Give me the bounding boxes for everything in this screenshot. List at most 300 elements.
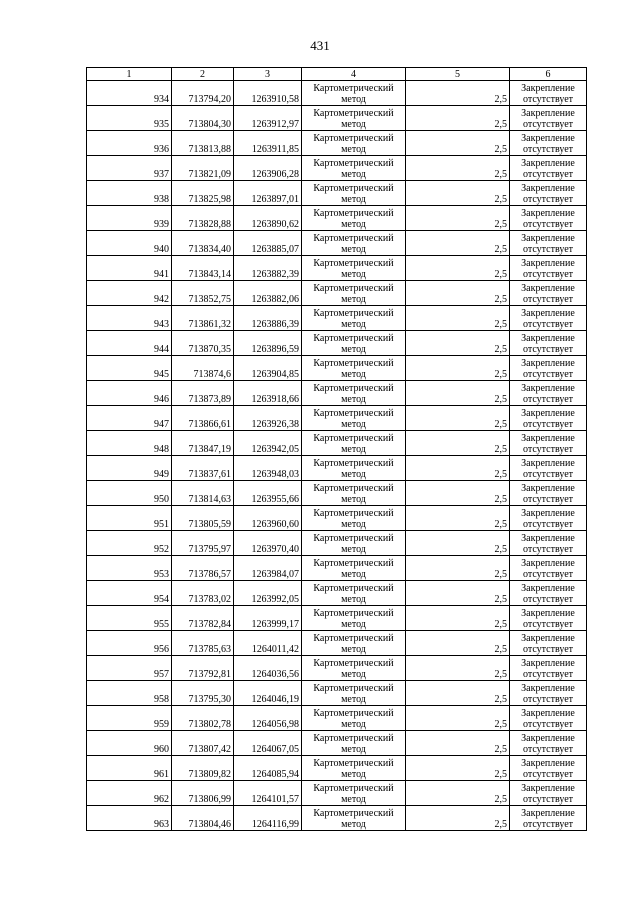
fixation-cell xyxy=(510,356,587,381)
point-number-cell-text: 955 xyxy=(154,619,169,630)
table-row xyxy=(87,231,587,256)
precision-cell xyxy=(406,131,510,156)
method-cell-text-2: метод xyxy=(341,694,366,705)
table-row xyxy=(87,281,587,306)
point-number-cell-text: 961 xyxy=(154,769,169,780)
x-coordinate-cell xyxy=(172,706,234,731)
y-coordinate-cell xyxy=(234,606,302,631)
method-cell-text-1: Картометрический xyxy=(313,108,394,119)
point-number-cell-text: 958 xyxy=(154,694,169,705)
fixation-cell-text-2: отсутствует xyxy=(522,594,574,605)
x-coordinate-cell xyxy=(172,431,234,456)
precision-cell xyxy=(406,81,510,106)
y-coordinate-cell-text: 1263918,66 xyxy=(251,394,299,405)
precision-cell xyxy=(406,206,510,231)
method-cell-text-1: Картометрический xyxy=(313,683,394,694)
x-coordinate-cell-text: 713814,63 xyxy=(188,494,231,505)
method-cell xyxy=(302,231,406,256)
fixation-cell-text-2: отсутствует xyxy=(522,469,574,480)
table-row xyxy=(87,406,587,431)
method-cell-text-1: Картометрический xyxy=(313,283,394,294)
point-number-cell-text: 939 xyxy=(154,219,169,230)
method-cell-text-1: Картометрический xyxy=(313,733,394,744)
fixation-cell-text-1: Закрепление xyxy=(521,808,575,819)
method-cell xyxy=(302,281,406,306)
precision-cell xyxy=(406,781,510,806)
fixation-cell xyxy=(510,506,587,531)
point-number-cell-text: 944 xyxy=(154,344,169,355)
point-number-cell-text: 962 xyxy=(154,794,169,805)
x-coordinate-cell-text: 713782,84 xyxy=(188,619,231,630)
header-cell-4: 4 xyxy=(302,68,406,81)
fixation-cell-text-1: Закрепление xyxy=(521,408,575,419)
method-cell-text-2: метод xyxy=(341,219,366,230)
method-cell-text-2: метод xyxy=(341,119,366,130)
x-coordinate-cell-text: 713873,89 xyxy=(188,394,231,405)
x-coordinate-cell xyxy=(172,231,234,256)
x-coordinate-cell-text: 713806,99 xyxy=(188,794,231,805)
x-coordinate-cell xyxy=(172,731,234,756)
y-coordinate-cell-text: 1264067,05 xyxy=(251,744,299,755)
fixation-cell-text-2: отсутствует xyxy=(522,194,574,205)
precision-cell xyxy=(406,681,510,706)
method-cell-text-2: метод xyxy=(341,594,366,605)
y-coordinate-cell xyxy=(234,481,302,506)
x-coordinate-cell xyxy=(172,681,234,706)
y-coordinate-cell-text: 1264116,99 xyxy=(251,819,299,830)
y-coordinate-cell xyxy=(234,506,302,531)
fixation-cell xyxy=(510,381,587,406)
method-cell-text-2: метод xyxy=(341,394,366,405)
x-coordinate-cell-text: 713825,98 xyxy=(188,194,231,205)
point-number-cell xyxy=(87,381,172,406)
method-cell-text-2: метод xyxy=(341,344,366,355)
fixation-cell xyxy=(510,156,587,181)
fixation-cell-text-2: отсутствует xyxy=(522,119,574,130)
fixation-cell xyxy=(510,556,587,581)
method-cell xyxy=(302,756,406,781)
table-row xyxy=(87,456,587,481)
method-cell xyxy=(302,506,406,531)
method-cell-text-2: метод xyxy=(341,519,366,530)
fixation-cell xyxy=(510,106,587,131)
x-coordinate-cell-text: 713843,14 xyxy=(188,269,231,280)
point-number-cell xyxy=(87,181,172,206)
point-number-cell-text: 952 xyxy=(154,544,169,555)
precision-cell-text: 2,5 xyxy=(494,594,507,605)
point-number-cell xyxy=(87,456,172,481)
point-number-cell xyxy=(87,681,172,706)
fixation-cell xyxy=(510,581,587,606)
table-row xyxy=(87,656,587,681)
y-coordinate-cell xyxy=(234,356,302,381)
method-cell xyxy=(302,481,406,506)
x-coordinate-cell xyxy=(172,581,234,606)
x-coordinate-cell xyxy=(172,756,234,781)
fixation-cell-text-2: отсутствует xyxy=(522,144,574,155)
fixation-cell xyxy=(510,781,587,806)
y-coordinate-cell-text: 1263955,66 xyxy=(251,494,299,505)
x-coordinate-cell-text: 713813,88 xyxy=(188,144,231,155)
precision-cell xyxy=(406,806,510,831)
y-coordinate-cell xyxy=(234,156,302,181)
fixation-cell-text-1: Закрепление xyxy=(521,183,575,194)
precision-cell xyxy=(406,181,510,206)
fixation-cell xyxy=(510,481,587,506)
x-coordinate-cell-text: 713847,19 xyxy=(188,444,231,455)
fixation-cell-text-2: отсутствует xyxy=(522,519,574,530)
method-cell xyxy=(302,631,406,656)
y-coordinate-cell-text: 1263904,85 xyxy=(251,369,299,380)
x-coordinate-cell-text: 713786,57 xyxy=(188,569,231,580)
fixation-cell-text-2: отсутствует xyxy=(522,369,574,380)
fixation-cell-text-1: Закрепление xyxy=(521,383,575,394)
point-number-cell-text: 949 xyxy=(154,469,169,480)
method-cell-text-2: метод xyxy=(341,819,366,830)
y-coordinate-cell-text: 1263912,97 xyxy=(251,119,299,130)
method-cell xyxy=(302,781,406,806)
table-row xyxy=(87,131,587,156)
precision-cell xyxy=(406,256,510,281)
precision-cell-text: 2,5 xyxy=(494,694,507,705)
y-coordinate-cell-text: 1264085,94 xyxy=(251,769,299,780)
x-coordinate-cell xyxy=(172,531,234,556)
y-coordinate-cell-text: 1264101,57 xyxy=(251,794,299,805)
x-coordinate-cell-text: 713805,59 xyxy=(188,519,231,530)
method-cell-text-2: метод xyxy=(341,769,366,780)
point-number-cell-text: 938 xyxy=(154,194,169,205)
table-row xyxy=(87,706,587,731)
point-number-cell xyxy=(87,406,172,431)
point-number-cell-text: 943 xyxy=(154,319,169,330)
method-cell xyxy=(302,531,406,556)
table-row xyxy=(87,81,587,106)
table-row xyxy=(87,631,587,656)
method-cell-text-1: Картометрический xyxy=(313,183,394,194)
y-coordinate-cell xyxy=(234,431,302,456)
fixation-cell-text-1: Закрепление xyxy=(521,658,575,669)
table-header-row xyxy=(87,68,587,81)
y-coordinate-cell xyxy=(234,256,302,281)
y-coordinate-cell-text: 1263886,39 xyxy=(251,319,299,330)
method-cell-text-1: Картометрический xyxy=(313,658,394,669)
fixation-cell-text-1: Закрепление xyxy=(521,133,575,144)
x-coordinate-cell xyxy=(172,781,234,806)
method-cell-text-2: метод xyxy=(341,494,366,505)
fixation-cell xyxy=(510,531,587,556)
y-coordinate-cell-text: 1263926,38 xyxy=(251,419,299,430)
table-row xyxy=(87,381,587,406)
fixation-cell-text-1: Закрепление xyxy=(521,108,575,119)
point-number-cell-text: 957 xyxy=(154,669,169,680)
fixation-cell-text-2: отсутствует xyxy=(522,694,574,705)
precision-cell xyxy=(406,556,510,581)
precision-cell-text: 2,5 xyxy=(494,719,507,730)
method-cell-text-2: метод xyxy=(341,169,366,180)
precision-cell-text: 2,5 xyxy=(494,769,507,780)
table-row xyxy=(87,606,587,631)
x-coordinate-cell xyxy=(172,481,234,506)
point-number-cell xyxy=(87,731,172,756)
method-cell xyxy=(302,706,406,731)
fixation-cell-text-1: Закрепление xyxy=(521,233,575,244)
fixation-cell-text-1: Закрепление xyxy=(521,708,575,719)
x-coordinate-cell-text: 713807,42 xyxy=(188,744,231,755)
precision-cell-text: 2,5 xyxy=(494,444,507,455)
y-coordinate-cell xyxy=(234,531,302,556)
fixation-cell xyxy=(510,181,587,206)
precision-cell-text: 2,5 xyxy=(494,669,507,680)
method-cell-text-1: Картометрический xyxy=(313,633,394,644)
method-cell-text-2: метод xyxy=(341,719,366,730)
fixation-cell xyxy=(510,681,587,706)
method-cell xyxy=(302,106,406,131)
fixation-cell-text-2: отсутствует xyxy=(522,219,574,230)
point-number-cell xyxy=(87,331,172,356)
y-coordinate-cell-text: 1263942,05 xyxy=(251,444,299,455)
y-coordinate-cell xyxy=(234,456,302,481)
point-number-cell-text: 941 xyxy=(154,269,169,280)
y-coordinate-cell-text: 1263948,03 xyxy=(251,469,299,480)
y-coordinate-cell xyxy=(234,681,302,706)
fixation-cell-text-1: Закрепление xyxy=(521,683,575,694)
x-coordinate-cell xyxy=(172,356,234,381)
method-cell-text-2: метод xyxy=(341,144,366,155)
y-coordinate-cell xyxy=(234,656,302,681)
method-cell-text-2: метод xyxy=(341,644,366,655)
table-row xyxy=(87,806,587,831)
point-number-cell xyxy=(87,806,172,831)
point-number-cell-text: 948 xyxy=(154,444,169,455)
table-row xyxy=(87,431,587,456)
fixation-cell-text-1: Закрепление xyxy=(521,308,575,319)
method-cell xyxy=(302,156,406,181)
precision-cell-text: 2,5 xyxy=(494,544,507,555)
fixation-cell-text-1: Закрепление xyxy=(521,783,575,794)
fixation-cell-text-2: отсутствует xyxy=(522,419,574,430)
precision-cell xyxy=(406,581,510,606)
point-number-cell xyxy=(87,556,172,581)
y-coordinate-cell-text: 1264056,98 xyxy=(251,719,299,730)
x-coordinate-cell xyxy=(172,406,234,431)
fixation-cell-text-1: Закрепление xyxy=(521,333,575,344)
x-coordinate-cell xyxy=(172,381,234,406)
method-cell xyxy=(302,131,406,156)
point-number-cell-text: 951 xyxy=(154,519,169,530)
y-coordinate-cell xyxy=(234,381,302,406)
method-cell-text-2: метод xyxy=(341,569,366,580)
precision-cell-text: 2,5 xyxy=(494,294,507,305)
fixation-cell-text-1: Закрепление xyxy=(521,83,575,94)
y-coordinate-cell xyxy=(234,306,302,331)
y-coordinate-cell-text: 1264046,19 xyxy=(251,694,299,705)
precision-cell xyxy=(406,481,510,506)
precision-cell xyxy=(406,381,510,406)
fixation-cell-text-2: отсутствует xyxy=(522,619,574,630)
y-coordinate-cell-text: 1263890,62 xyxy=(251,219,299,230)
precision-cell xyxy=(406,306,510,331)
method-cell-text-1: Картометрический xyxy=(313,433,394,444)
method-cell-text-2: метод xyxy=(341,669,366,680)
precision-cell-text: 2,5 xyxy=(494,319,507,330)
precision-cell-text: 2,5 xyxy=(494,819,507,830)
y-coordinate-cell xyxy=(234,206,302,231)
y-coordinate-cell-text: 1263992,05 xyxy=(251,594,299,605)
method-cell-text-1: Картометрический xyxy=(313,233,394,244)
fixation-cell xyxy=(510,331,587,356)
table-row xyxy=(87,156,587,181)
page-number: 431 xyxy=(310,38,330,53)
table-row xyxy=(87,256,587,281)
table-row xyxy=(87,581,587,606)
y-coordinate-cell xyxy=(234,131,302,156)
fixation-cell-text-1: Закрепление xyxy=(521,258,575,269)
method-cell xyxy=(302,331,406,356)
method-cell xyxy=(302,581,406,606)
method-cell-text-1: Картометрический xyxy=(313,258,394,269)
fixation-cell-text-2: отсутствует xyxy=(522,94,574,105)
point-number-cell-text: 940 xyxy=(154,244,169,255)
x-coordinate-cell xyxy=(172,181,234,206)
point-number-cell xyxy=(87,106,172,131)
fixation-cell-text-1: Закрепление xyxy=(521,433,575,444)
y-coordinate-cell xyxy=(234,581,302,606)
fixation-cell-text-1: Закрепление xyxy=(521,758,575,769)
precision-cell-text: 2,5 xyxy=(494,169,507,180)
precision-cell-text: 2,5 xyxy=(494,369,507,380)
point-number-cell-text: 937 xyxy=(154,169,169,180)
point-number-cell xyxy=(87,481,172,506)
fixation-cell-text-2: отсутствует xyxy=(522,719,574,730)
method-cell xyxy=(302,681,406,706)
precision-cell xyxy=(406,506,510,531)
point-number-cell xyxy=(87,506,172,531)
x-coordinate-cell-text: 713870,35 xyxy=(188,344,231,355)
method-cell xyxy=(302,406,406,431)
x-coordinate-cell-text: 713837,61 xyxy=(188,469,231,480)
x-coordinate-cell-text: 713795,30 xyxy=(188,694,231,705)
point-number-cell xyxy=(87,256,172,281)
y-coordinate-cell-text: 1263970,40 xyxy=(251,544,299,555)
y-coordinate-cell-text: 1263882,06 xyxy=(251,294,299,305)
fixation-cell xyxy=(510,256,587,281)
precision-cell-text: 2,5 xyxy=(494,244,507,255)
point-number-cell xyxy=(87,631,172,656)
x-coordinate-cell-text: 713804,30 xyxy=(188,119,231,130)
fixation-cell xyxy=(510,631,587,656)
method-cell xyxy=(302,356,406,381)
method-cell-text-2: метод xyxy=(341,269,366,280)
table-row xyxy=(87,306,587,331)
method-cell xyxy=(302,731,406,756)
fixation-cell-text-1: Закрепление xyxy=(521,208,575,219)
method-cell xyxy=(302,81,406,106)
y-coordinate-cell xyxy=(234,81,302,106)
y-coordinate-cell-text: 1263906,28 xyxy=(251,169,299,180)
method-cell xyxy=(302,556,406,581)
method-cell-text-2: метод xyxy=(341,444,366,455)
method-cell xyxy=(302,431,406,456)
fixation-cell-text-1: Закрепление xyxy=(521,508,575,519)
point-number-cell-text: 956 xyxy=(154,644,169,655)
coordinates-table xyxy=(86,67,587,831)
fixation-cell-text-2: отсутствует xyxy=(522,819,574,830)
precision-cell xyxy=(406,606,510,631)
fixation-cell xyxy=(510,131,587,156)
fixation-cell-text-2: отсутствует xyxy=(522,344,574,355)
point-number-cell-text: 950 xyxy=(154,494,169,505)
x-coordinate-cell xyxy=(172,556,234,581)
fixation-cell-text-2: отсутствует xyxy=(522,294,574,305)
method-cell-text-1: Картометрический xyxy=(313,158,394,169)
method-cell-text-2: метод xyxy=(341,244,366,255)
precision-cell-text: 2,5 xyxy=(494,469,507,480)
x-coordinate-cell xyxy=(172,606,234,631)
fixation-cell xyxy=(510,231,587,256)
point-number-cell xyxy=(87,231,172,256)
point-number-cell-text: 946 xyxy=(154,394,169,405)
x-coordinate-cell xyxy=(172,106,234,131)
table-row xyxy=(87,206,587,231)
method-cell-text-1: Картометрический xyxy=(313,558,394,569)
precision-cell-text: 2,5 xyxy=(494,194,507,205)
table-row xyxy=(87,731,587,756)
precision-cell xyxy=(406,331,510,356)
method-cell-text-2: метод xyxy=(341,419,366,430)
precision-cell xyxy=(406,106,510,131)
method-cell xyxy=(302,306,406,331)
x-coordinate-cell-text: 713828,88 xyxy=(188,219,231,230)
x-coordinate-cell xyxy=(172,631,234,656)
table-row xyxy=(87,756,587,781)
y-coordinate-cell-text: 1264011,42 xyxy=(251,644,299,655)
method-cell-text-1: Картометрический xyxy=(313,308,394,319)
fixation-cell-text-1: Закрепление xyxy=(521,458,575,469)
fixation-cell-text-1: Закрепление xyxy=(521,583,575,594)
y-coordinate-cell-text: 1263910,58 xyxy=(251,94,299,105)
y-coordinate-cell xyxy=(234,406,302,431)
method-cell-text-1: Картометрический xyxy=(313,508,394,519)
point-number-cell xyxy=(87,131,172,156)
x-coordinate-cell xyxy=(172,131,234,156)
fixation-cell xyxy=(510,656,587,681)
y-coordinate-cell xyxy=(234,631,302,656)
method-cell-text-2: метод xyxy=(341,619,366,630)
precision-cell xyxy=(406,731,510,756)
point-number-cell-text: 947 xyxy=(154,419,169,430)
precision-cell-text: 2,5 xyxy=(494,644,507,655)
fixation-cell-text-1: Закрепление xyxy=(521,358,575,369)
method-cell-text-1: Картометрический xyxy=(313,533,394,544)
point-number-cell-text: 954 xyxy=(154,594,169,605)
point-number-cell-text: 960 xyxy=(154,744,169,755)
precision-cell xyxy=(406,706,510,731)
x-coordinate-cell xyxy=(172,256,234,281)
x-coordinate-cell xyxy=(172,456,234,481)
method-cell-text-2: метод xyxy=(341,319,366,330)
precision-cell xyxy=(406,631,510,656)
point-number-cell xyxy=(87,81,172,106)
y-coordinate-cell-text: 1263885,07 xyxy=(251,244,299,255)
precision-cell-text: 2,5 xyxy=(494,569,507,580)
precision-cell xyxy=(406,156,510,181)
y-coordinate-cell xyxy=(234,756,302,781)
point-number-cell xyxy=(87,606,172,631)
y-coordinate-cell-text: 1263897,01 xyxy=(251,194,299,205)
point-number-cell xyxy=(87,706,172,731)
x-coordinate-cell-text: 713783,02 xyxy=(188,594,231,605)
precision-cell xyxy=(406,231,510,256)
